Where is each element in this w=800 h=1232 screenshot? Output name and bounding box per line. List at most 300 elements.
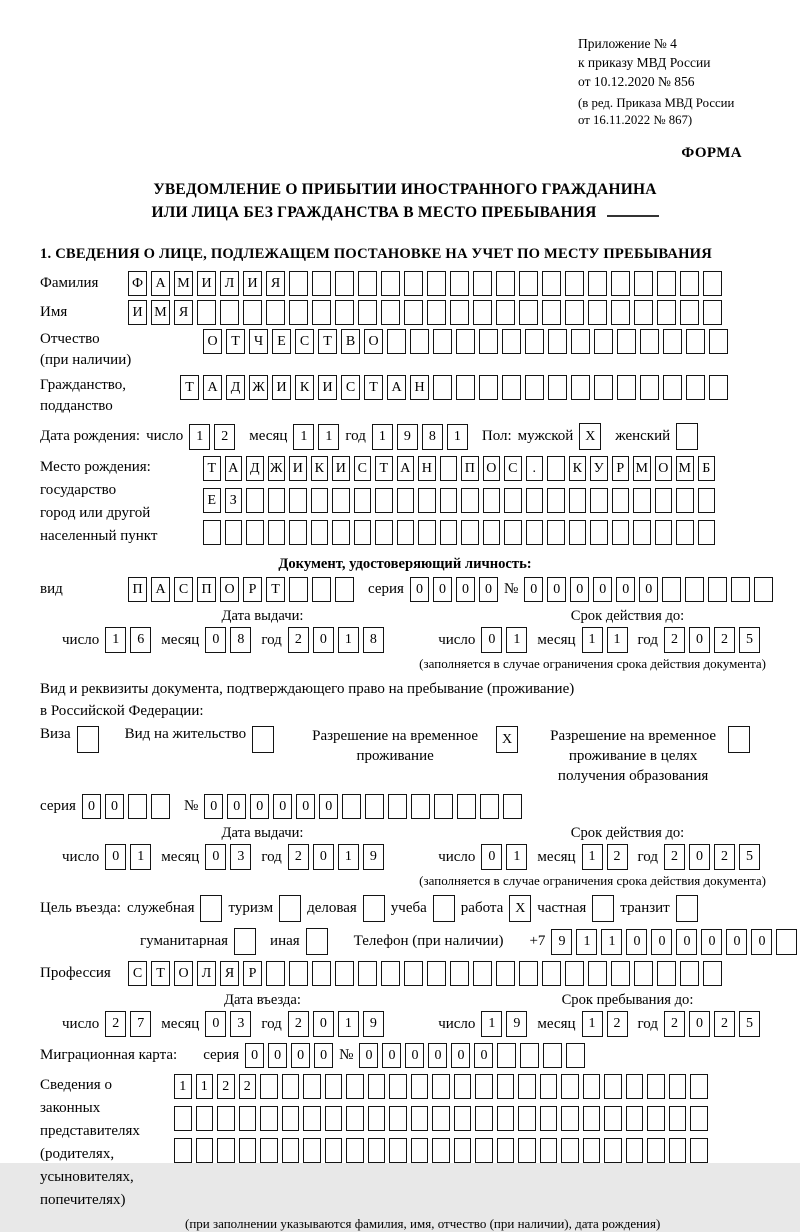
char-cell[interactable] [260,1106,278,1131]
char-cell[interactable] [634,961,653,986]
char-cell[interactable] [375,488,393,513]
char-cell[interactable] [686,329,705,354]
char-cell[interactable] [427,300,446,325]
char-cell[interactable] [440,456,458,481]
char-cell[interactable] [289,577,308,602]
char-cell[interactable] [542,961,561,986]
char-cell[interactable] [128,794,147,819]
char-cell[interactable] [243,300,262,325]
char-cell[interactable] [655,520,673,545]
char-cell[interactable]: 0 [227,794,246,819]
char-cell[interactable]: 0 [651,929,672,955]
char-cell[interactable] [680,961,699,986]
char-cell[interactable] [246,520,264,545]
char-cell[interactable]: 0 [451,1043,470,1068]
char-cell[interactable]: 1 [196,1074,214,1099]
char-cell[interactable]: Я [174,300,193,325]
char-cell[interactable]: 3 [230,844,251,870]
char-cell[interactable]: 2 [714,844,735,870]
char-cell[interactable] [260,1138,278,1163]
char-cell[interactable] [640,329,659,354]
char-cell[interactable] [690,1074,708,1099]
char-cell[interactable] [703,300,722,325]
char-cell[interactable] [282,1106,300,1131]
char-cell[interactable]: Е [272,329,291,354]
char-cell[interactable] [594,329,613,354]
char-cell[interactable] [196,1138,214,1163]
char-cell[interactable] [594,375,613,400]
char-cell[interactable]: 0 [250,794,269,819]
char-cell[interactable] [368,1074,386,1099]
char-cell[interactable]: П [461,456,479,481]
char-cell[interactable]: 2 [288,627,309,653]
char-cell[interactable] [518,1074,536,1099]
char-cell[interactable]: 0 [751,929,772,955]
char-cell[interactable]: О [655,456,673,481]
char-cell[interactable] [569,488,587,513]
char-cell[interactable]: Т [203,456,221,481]
char-cell[interactable] [389,1106,407,1131]
char-cell[interactable] [497,1043,516,1068]
char-cell[interactable] [496,300,515,325]
char-cell[interactable]: 0 [245,1043,264,1068]
char-cell[interactable] [698,520,716,545]
char-cell[interactable]: Р [243,577,262,602]
char-cell[interactable] [669,1106,687,1131]
char-cell[interactable]: Т [375,456,393,481]
char-cell[interactable]: 2 [217,1074,235,1099]
char-cell[interactable] [197,300,216,325]
char-cell[interactable] [588,271,607,296]
char-cell[interactable]: 3 [230,1011,251,1037]
char-cell[interactable]: 2 [607,1011,628,1037]
char-cell[interactable]: 9 [363,844,384,870]
char-cell[interactable] [342,794,361,819]
char-cell[interactable] [519,300,538,325]
char-cell[interactable]: 0 [689,627,710,653]
char-cell[interactable]: Е [203,488,221,513]
char-cell[interactable] [698,488,716,513]
char-cell[interactable]: 1 [582,1011,603,1037]
char-cell[interactable]: 2 [664,844,685,870]
char-cell[interactable] [626,1074,644,1099]
char-cell[interactable]: О [483,456,501,481]
char-cell[interactable]: 0 [479,577,498,602]
char-cell[interactable] [540,1138,558,1163]
char-cell[interactable] [335,577,354,602]
char-cell[interactable]: О [174,961,193,986]
char-cell[interactable] [657,961,676,986]
char-cell[interactable]: 0 [405,1043,424,1068]
char-cell[interactable] [611,961,630,986]
char-cell[interactable] [647,1074,665,1099]
char-cell[interactable]: К [311,456,329,481]
char-cell[interactable] [404,961,423,986]
char-cell[interactable] [663,375,682,400]
char-cell[interactable] [647,1106,665,1131]
char-cell[interactable] [525,329,544,354]
char-cell[interactable]: 8 [422,424,443,450]
char-cell[interactable] [754,577,773,602]
char-cell[interactable] [375,520,393,545]
char-cell[interactable]: 0 [481,844,502,870]
char-cell[interactable] [571,375,590,400]
char-cell[interactable]: 0 [616,577,635,602]
char-cell[interactable]: 9 [551,929,572,955]
checkbox-cell[interactable] [279,895,301,922]
char-cell[interactable]: 0 [382,1043,401,1068]
char-cell[interactable]: Н [410,375,429,400]
char-cell[interactable] [404,300,423,325]
checkbox-cell[interactable] [676,423,698,450]
char-cell[interactable]: 1 [582,844,603,870]
char-cell[interactable] [387,329,406,354]
char-cell[interactable]: 1 [601,929,622,955]
checkbox-cell[interactable] [77,726,99,753]
char-cell[interactable]: С [504,456,522,481]
char-cell[interactable] [561,1106,579,1131]
char-cell[interactable]: 2 [239,1074,257,1099]
char-cell[interactable]: О [203,329,222,354]
char-cell[interactable] [583,1138,601,1163]
char-cell[interactable]: П [197,577,216,602]
char-cell[interactable] [368,1106,386,1131]
char-cell[interactable] [526,520,544,545]
char-cell[interactable] [542,300,561,325]
char-cell[interactable] [640,375,659,400]
char-cell[interactable] [151,794,170,819]
char-cell[interactable]: 2 [214,424,235,450]
char-cell[interactable] [626,1106,644,1131]
char-cell[interactable] [282,1138,300,1163]
char-cell[interactable]: 0 [291,1043,310,1068]
char-cell[interactable] [542,271,561,296]
char-cell[interactable] [496,271,515,296]
char-cell[interactable] [268,488,286,513]
char-cell[interactable]: Б [698,456,716,481]
char-cell[interactable] [657,271,676,296]
char-cell[interactable] [588,961,607,986]
char-cell[interactable]: Т [364,375,383,400]
char-cell[interactable] [479,329,498,354]
char-cell[interactable]: 0 [205,1011,226,1037]
char-cell[interactable]: З [225,488,243,513]
char-cell[interactable]: Ж [268,456,286,481]
checkbox-cell[interactable] [433,895,455,922]
char-cell[interactable] [410,329,429,354]
char-cell[interactable] [690,1138,708,1163]
char-cell[interactable]: 8 [363,627,384,653]
char-cell[interactable] [289,488,307,513]
char-cell[interactable] [680,271,699,296]
char-cell[interactable] [312,961,331,986]
char-cell[interactable]: С [128,961,147,986]
char-cell[interactable] [418,488,436,513]
char-cell[interactable] [260,1074,278,1099]
char-cell[interactable] [381,961,400,986]
char-cell[interactable] [703,271,722,296]
char-cell[interactable] [404,271,423,296]
char-cell[interactable] [502,329,521,354]
char-cell[interactable]: 1 [582,627,603,653]
char-cell[interactable] [303,1106,321,1131]
checkbox-cell[interactable]: X [509,895,531,922]
char-cell[interactable]: С [354,456,372,481]
char-cell[interactable]: 2 [664,627,685,653]
char-cell[interactable] [497,1074,515,1099]
char-cell[interactable]: 0 [456,577,475,602]
char-cell[interactable] [548,375,567,400]
char-cell[interactable]: 1 [506,844,527,870]
char-cell[interactable] [496,961,515,986]
char-cell[interactable]: 2 [105,1011,126,1037]
char-cell[interactable] [669,1138,687,1163]
char-cell[interactable]: Ч [249,329,268,354]
checkbox-cell[interactable] [592,895,614,922]
char-cell[interactable]: 0 [474,1043,493,1068]
char-cell[interactable]: 0 [433,577,452,602]
char-cell[interactable] [432,1106,450,1131]
char-cell[interactable] [565,300,584,325]
char-cell[interactable] [311,520,329,545]
char-cell[interactable] [388,794,407,819]
char-cell[interactable] [325,1138,343,1163]
char-cell[interactable] [456,375,475,400]
char-cell[interactable]: 1 [338,844,359,870]
char-cell[interactable] [497,1138,515,1163]
char-cell[interactable] [633,488,651,513]
char-cell[interactable] [548,329,567,354]
char-cell[interactable] [432,1074,450,1099]
char-cell[interactable]: 1 [105,627,126,653]
char-cell[interactable]: Д [246,456,264,481]
char-cell[interactable]: 0 [105,844,126,870]
char-cell[interactable] [655,488,673,513]
checkbox-cell[interactable] [363,895,385,922]
char-cell[interactable] [583,1106,601,1131]
char-cell[interactable] [473,271,492,296]
char-cell[interactable]: 0 [82,794,101,819]
char-cell[interactable]: 0 [205,844,226,870]
char-cell[interactable]: 1 [130,844,151,870]
char-cell[interactable]: 0 [428,1043,447,1068]
char-cell[interactable]: 1 [293,424,314,450]
char-cell[interactable] [547,520,565,545]
char-cell[interactable] [475,1106,493,1131]
char-cell[interactable] [368,1138,386,1163]
char-cell[interactable] [663,329,682,354]
char-cell[interactable] [709,329,728,354]
char-cell[interactable] [590,520,608,545]
char-cell[interactable] [427,961,446,986]
char-cell[interactable]: 5 [739,844,760,870]
char-cell[interactable]: С [174,577,193,602]
char-cell[interactable]: 8 [230,627,251,653]
char-cell[interactable]: 2 [714,1011,735,1037]
char-cell[interactable] [433,329,452,354]
char-cell[interactable]: 1 [447,424,468,450]
char-cell[interactable]: 0 [359,1043,378,1068]
char-cell[interactable] [354,488,372,513]
char-cell[interactable] [434,794,453,819]
char-cell[interactable] [540,1106,558,1131]
char-cell[interactable]: Р [612,456,630,481]
char-cell[interactable] [450,961,469,986]
char-cell[interactable]: 0 [296,794,315,819]
char-cell[interactable]: И [318,375,337,400]
char-cell[interactable]: О [220,577,239,602]
char-cell[interactable] [680,300,699,325]
char-cell[interactable]: К [569,456,587,481]
char-cell[interactable] [686,375,705,400]
char-cell[interactable]: А [387,375,406,400]
char-cell[interactable]: И [128,300,147,325]
char-cell[interactable]: А [151,577,170,602]
char-cell[interactable]: 7 [130,1011,151,1037]
char-cell[interactable]: И [243,271,262,296]
char-cell[interactable]: Л [197,961,216,986]
char-cell[interactable]: Р [243,961,262,986]
char-cell[interactable] [246,488,264,513]
char-cell[interactable] [503,794,522,819]
char-cell[interactable] [196,1106,214,1131]
checkbox-cell[interactable]: X [496,726,518,753]
char-cell[interactable] [590,488,608,513]
char-cell[interactable] [565,961,584,986]
char-cell[interactable] [332,488,350,513]
char-cell[interactable] [776,929,797,955]
char-cell[interactable] [346,1138,364,1163]
char-cell[interactable]: В [341,329,360,354]
char-cell[interactable]: Я [220,961,239,986]
char-cell[interactable]: . [526,456,544,481]
char-cell[interactable]: Т [226,329,245,354]
char-cell[interactable] [525,375,544,400]
char-cell[interactable] [483,488,501,513]
char-cell[interactable]: 1 [174,1074,192,1099]
char-cell[interactable] [617,375,636,400]
checkbox-cell[interactable]: X [579,423,601,450]
char-cell[interactable]: А [151,271,170,296]
char-cell[interactable]: 0 [689,1011,710,1037]
char-cell[interactable]: А [203,375,222,400]
char-cell[interactable] [358,271,377,296]
char-cell[interactable] [685,577,704,602]
char-cell[interactable] [473,961,492,986]
char-cell[interactable] [634,271,653,296]
char-cell[interactable] [365,794,384,819]
char-cell[interactable]: М [633,456,651,481]
checkbox-cell[interactable] [728,726,750,753]
char-cell[interactable]: 2 [664,1011,685,1037]
char-cell[interactable]: Т [151,961,170,986]
char-cell[interactable] [461,520,479,545]
char-cell[interactable]: 1 [338,627,359,653]
char-cell[interactable] [657,300,676,325]
char-cell[interactable]: 9 [397,424,418,450]
char-cell[interactable] [561,1138,579,1163]
char-cell[interactable] [433,375,452,400]
char-cell[interactable] [461,488,479,513]
char-cell[interactable]: 1 [607,627,628,653]
char-cell[interactable] [520,1043,539,1068]
checkbox-cell[interactable] [200,895,222,922]
char-cell[interactable]: 6 [130,627,151,653]
char-cell[interactable] [731,577,750,602]
char-cell[interactable] [174,1138,192,1163]
char-cell[interactable]: 0 [205,627,226,653]
char-cell[interactable] [504,520,522,545]
char-cell[interactable]: 2 [607,844,628,870]
char-cell[interactable] [479,375,498,400]
char-cell[interactable]: 0 [313,1011,334,1037]
char-cell[interactable] [604,1106,622,1131]
char-cell[interactable] [266,300,285,325]
char-cell[interactable] [450,300,469,325]
char-cell[interactable]: И [197,271,216,296]
char-cell[interactable] [325,1074,343,1099]
char-cell[interactable] [354,520,372,545]
char-cell[interactable] [239,1138,257,1163]
char-cell[interactable]: М [174,271,193,296]
char-cell[interactable]: Н [418,456,436,481]
char-cell[interactable]: 5 [739,627,760,653]
char-cell[interactable]: М [151,300,170,325]
char-cell[interactable] [289,961,308,986]
char-cell[interactable] [268,520,286,545]
char-cell[interactable] [217,1138,235,1163]
char-cell[interactable] [497,1106,515,1131]
char-cell[interactable]: 0 [570,577,589,602]
char-cell[interactable]: 1 [506,627,527,653]
char-cell[interactable]: 1 [338,1011,359,1037]
char-cell[interactable] [311,488,329,513]
char-cell[interactable] [411,1138,429,1163]
checkbox-cell[interactable] [306,928,328,955]
char-cell[interactable] [203,520,221,545]
char-cell[interactable]: 1 [481,1011,502,1037]
char-cell[interactable] [411,794,430,819]
char-cell[interactable]: 0 [313,627,334,653]
char-cell[interactable] [473,300,492,325]
char-cell[interactable] [566,1043,585,1068]
char-cell[interactable] [418,520,436,545]
char-cell[interactable] [634,300,653,325]
char-cell[interactable] [346,1106,364,1131]
char-cell[interactable] [174,1106,192,1131]
char-cell[interactable] [633,520,651,545]
char-cell[interactable]: 0 [319,794,338,819]
char-cell[interactable] [626,1138,644,1163]
char-cell[interactable]: 0 [639,577,658,602]
char-cell[interactable] [612,520,630,545]
char-cell[interactable]: Т [180,375,199,400]
char-cell[interactable]: И [332,456,350,481]
char-cell[interactable]: Я [266,271,285,296]
char-cell[interactable] [282,1074,300,1099]
char-cell[interactable] [389,1074,407,1099]
char-cell[interactable]: 2 [288,844,309,870]
char-cell[interactable]: 0 [273,794,292,819]
char-cell[interactable] [389,1138,407,1163]
checkbox-cell[interactable] [234,928,256,955]
char-cell[interactable]: 0 [726,929,747,955]
char-cell[interactable] [381,300,400,325]
char-cell[interactable]: 2 [714,627,735,653]
char-cell[interactable] [335,271,354,296]
char-cell[interactable] [450,271,469,296]
char-cell[interactable]: 9 [363,1011,384,1037]
